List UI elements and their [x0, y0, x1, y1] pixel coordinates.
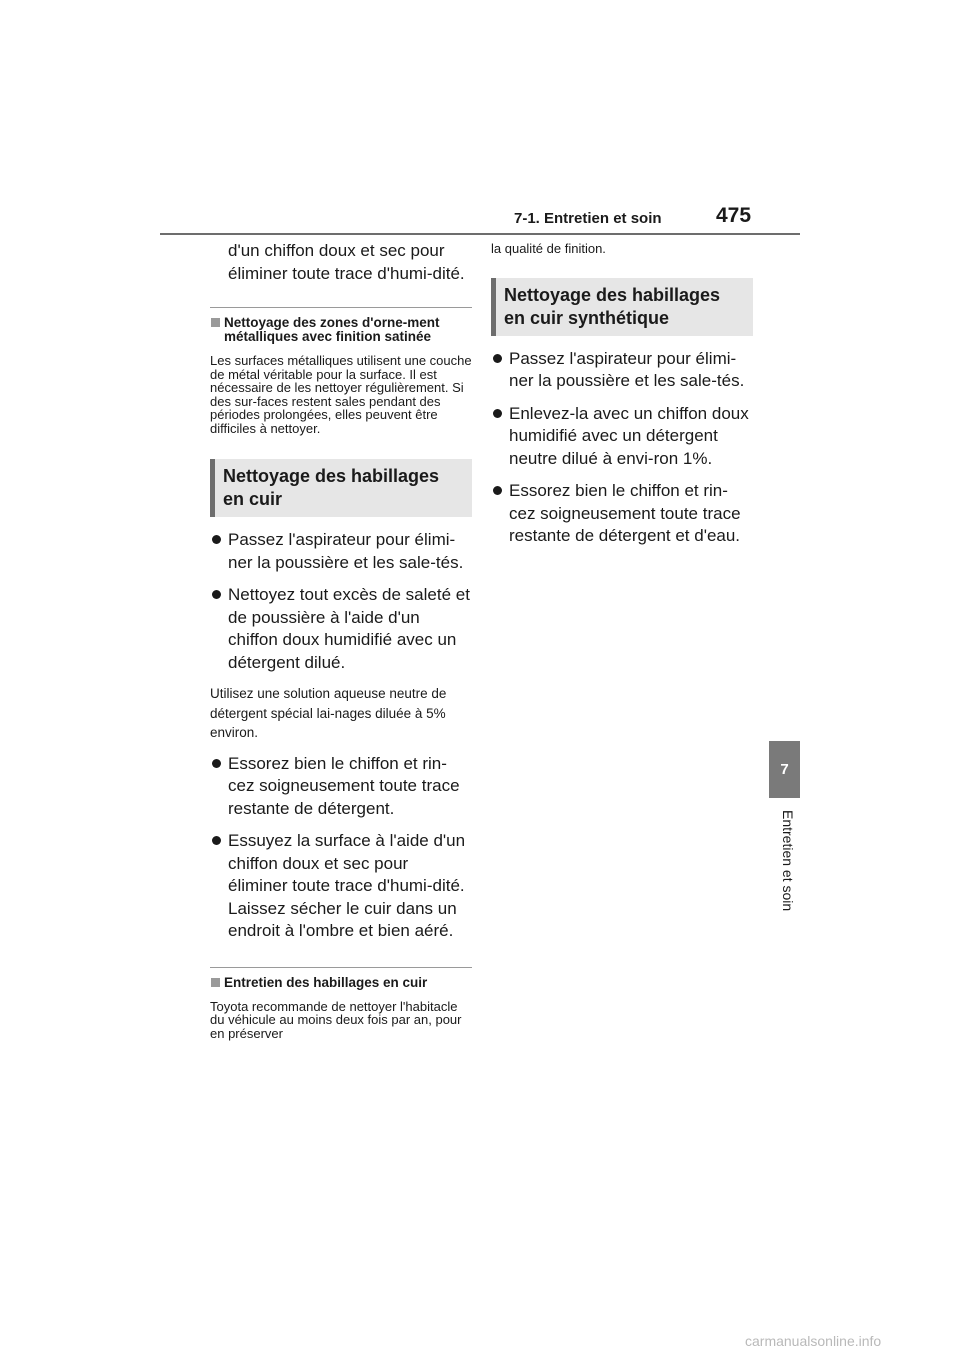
list-item: Passez l'aspirateur pour élimi-ner la poussière et les sale-tés.: [210, 529, 472, 574]
square-bullet-icon: [211, 978, 220, 987]
bullet-icon: [493, 486, 502, 495]
chapter-tab-label: Entretien et soin: [780, 810, 796, 912]
bullet-icon: [212, 759, 221, 768]
bullet-list: [210, 753, 472, 943]
list-item: Passez l'aspirateur pour élimi-ner la poussière et les sale-tés.: [491, 348, 753, 393]
list-item: Essorez bien le chiffon et rin-cez soigneusement toute trace restante de détergent et d'eau.: [491, 480, 753, 548]
bullet-list: [491, 348, 753, 548]
bullet-icon: [493, 354, 502, 363]
list-item: Nettoyez tout excès de saleté et de poussière à l'aide d'un chiffon doux humidifié avec un détergent dilué.: [210, 584, 472, 674]
note-title: [210, 976, 472, 990]
note-title: [210, 316, 472, 344]
sub-note: Utilisez une solution aqueuse neutre de détergent spécial lai-nages diluée à 5% environ.: [210, 686, 447, 740]
note-body: Les surfaces métalliques utilisent une couche de métal véritable pour la surface. Il est nécessaire de les nettoyer régulièrement. Si des sur-faces restent sales pendant des périodes prolongées, elles peuvent être difficiles à nettoyer.: [210, 353, 472, 436]
section-header: 7-1. Entretien et soin: [514, 210, 662, 227]
note-divider: [210, 967, 472, 968]
header-rule: [503, 233, 800, 235]
bullet-icon: [212, 590, 221, 599]
bullet-list: [210, 529, 472, 674]
note-title-text: Entretien des habillages en cuir: [224, 974, 428, 990]
left-column: [210, 240, 472, 1040]
page-number: 475: [716, 204, 752, 227]
chapter-tab-number[interactable]: 7: [769, 741, 800, 798]
continued-text-left: d'un chiffon doux et sec pour éliminer toute trace d'humi-dité.: [228, 241, 465, 283]
list-item: Essuyez la surface à l'aide d'un chiffon doux et sec pour éliminer toute trace d'humi-dité. Laissez sécher le cuir dans un endroit à l'ombre et bien aéré.: [210, 830, 472, 943]
list-item: Enlevez-la avec un chiffon doux humidifié avec un détergent neutre dilué à envi-ron 1%.: [491, 403, 753, 471]
continued-text-right: la qualité de finition.: [491, 241, 606, 256]
list-item: Essorez bien le chiffon et rin-cez soigneusement toute trace restante de détergent.: [210, 753, 472, 821]
bullet-icon: [493, 409, 502, 418]
section-heading-leather: Nettoyage des habillages en cuir: [210, 459, 472, 517]
bullet-icon: [212, 836, 221, 845]
right-column: [491, 240, 753, 558]
note-body: Toyota recommande de nettoyer l'habitacle du véhicule au moins deux fois par an, pour en préserver: [210, 998, 462, 1041]
bullet-icon: [212, 535, 221, 544]
section-heading-synthetic-leather: Nettoyage des habillages en cuir synthétique: [491, 278, 753, 336]
square-bullet-icon: [211, 318, 220, 327]
watermark: carmanualsonline.info: [745, 1333, 882, 1349]
header-rule-left: [160, 233, 503, 235]
note-title-text: Nettoyage des zones d'orne-ment métalliques avec finition satinée: [224, 315, 440, 344]
note-divider: [210, 307, 472, 308]
